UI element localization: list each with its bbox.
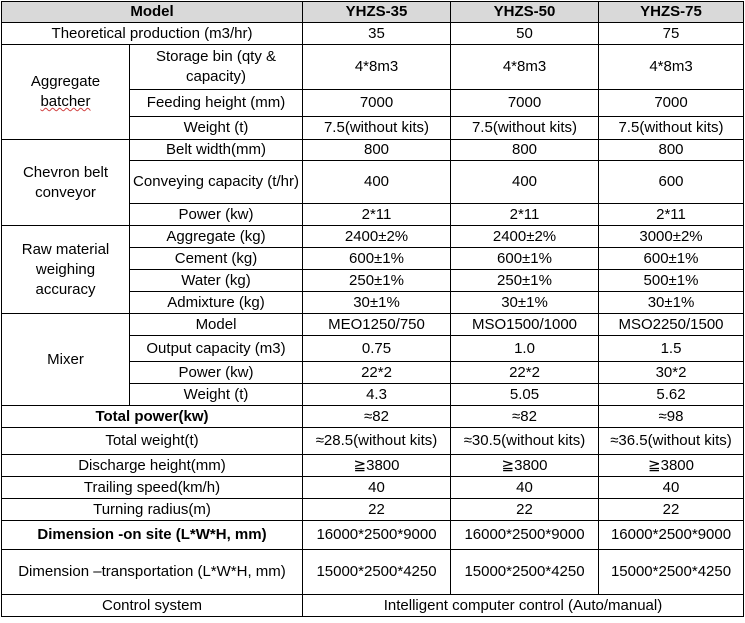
- row-label: Belt width(mm): [130, 140, 303, 161]
- row-label: Weight (t): [130, 117, 303, 140]
- row-label: Aggregate (kg): [130, 226, 303, 248]
- cell-value: 3000±2%: [599, 226, 744, 248]
- cell-value: 2*11: [303, 204, 451, 226]
- cell-value: ≧3800: [451, 455, 599, 477]
- row-label: Model: [130, 314, 303, 336]
- cell-value: 800: [599, 140, 744, 161]
- cell-value: 400: [303, 161, 451, 204]
- header-yhzs-75: YHZS-75: [599, 2, 744, 23]
- cell-value: 7000: [599, 90, 744, 117]
- table-row: [2, 428, 744, 455]
- cell-value: 22*2: [451, 362, 599, 384]
- cell-value: ≈36.5(without kits): [599, 428, 744, 455]
- group-mixer: Mixer: [2, 314, 130, 406]
- cell-value: 0.75: [303, 336, 451, 362]
- cell-value: 800: [303, 140, 451, 161]
- cell-value: 2*11: [599, 204, 744, 226]
- cell-value: 2400±2%: [451, 226, 599, 248]
- row-label: Dimension –transportation (L*W*H, mm): [2, 550, 303, 595]
- cell-value: 16000*2500*9000: [451, 521, 599, 550]
- table-row: [2, 406, 744, 428]
- row-label: Water (kg): [130, 270, 303, 292]
- header-yhzs-35: YHZS-35: [303, 2, 451, 23]
- cell-value: 600±1%: [599, 248, 744, 270]
- cell-value: 7.5(without kits): [599, 117, 744, 140]
- cell-value: ≈82: [451, 406, 599, 428]
- cell-value: 600: [599, 161, 744, 204]
- row-label: Feeding height (mm): [130, 90, 303, 117]
- cell-value: 250±1%: [451, 270, 599, 292]
- row-label: Discharge height(mm): [2, 455, 303, 477]
- row-label: Storage bin (qty & capacity): [130, 45, 303, 90]
- cell-value: ≈28.5(without kits): [303, 428, 451, 455]
- cell-value: 2*11: [451, 204, 599, 226]
- cell-value: 40: [451, 477, 599, 499]
- cell-value: 22: [303, 499, 451, 521]
- table-row: [2, 226, 744, 248]
- header-yhzs-50: YHZS-50: [451, 2, 599, 23]
- cell-value: ≧3800: [303, 455, 451, 477]
- row-label: Total weight(t): [2, 428, 303, 455]
- cell-value: 22: [599, 499, 744, 521]
- cell-value: ≧3800: [599, 455, 744, 477]
- cell-value: 2400±2%: [303, 226, 451, 248]
- row-label: Dimension -on site (L*W*H, mm): [2, 521, 303, 550]
- cell-value: MEO1250/750: [303, 314, 451, 336]
- cell-value: ≈30.5(without kits): [451, 428, 599, 455]
- cell-value: ≈82: [303, 406, 451, 428]
- table-row: [2, 477, 744, 499]
- cell-value: 7000: [303, 90, 451, 117]
- group-chevron-belt-conveyor: Chevron belt conveyor: [2, 140, 130, 226]
- cell-value: 800: [451, 140, 599, 161]
- cell-value: 75: [599, 23, 744, 45]
- cell-value: 50: [451, 23, 599, 45]
- cell-value: MSO2250/1500: [599, 314, 744, 336]
- row-label: Cement (kg): [130, 248, 303, 270]
- header-row: [2, 2, 744, 23]
- table-row: [2, 550, 744, 595]
- cell-value: 15000*2500*4250: [451, 550, 599, 595]
- spec-table: [1, 1, 744, 617]
- cell-value: 600±1%: [451, 248, 599, 270]
- table-row: [2, 499, 744, 521]
- group-label-line2: batcher: [40, 93, 91, 110]
- row-label: Power (kw): [130, 204, 303, 226]
- cell-value: 250±1%: [303, 270, 451, 292]
- cell-value: MSO1500/1000: [451, 314, 599, 336]
- table-row: [2, 140, 744, 161]
- cell-value: 15000*2500*4250: [599, 550, 744, 595]
- group-aggregate-batcher: [2, 45, 130, 140]
- cell-value: 7.5(without kits): [451, 117, 599, 140]
- cell-value: 4*8m3: [303, 45, 451, 90]
- cell-value: 4*8m3: [599, 45, 744, 90]
- row-label: Output capacity (m3): [130, 336, 303, 362]
- group-weighing-accuracy: Raw material weighing accuracy: [2, 226, 130, 314]
- table-row: [2, 595, 744, 617]
- row-label: Total power(kw): [2, 406, 303, 428]
- row-label: Weight (t): [130, 384, 303, 406]
- table-row: [2, 455, 744, 477]
- cell-value: 40: [599, 477, 744, 499]
- cell-value: 500±1%: [599, 270, 744, 292]
- cell-value: 600±1%: [303, 248, 451, 270]
- row-label: Conveying capacity (t/hr): [130, 161, 303, 204]
- row-label: Control system: [2, 595, 303, 617]
- cell-value: ≈98: [599, 406, 744, 428]
- cell-value: 5.05: [451, 384, 599, 406]
- row-label: Turning radius(m): [2, 499, 303, 521]
- cell-value: 40: [303, 477, 451, 499]
- row-label: Power (kw): [130, 362, 303, 384]
- cell-value: 16000*2500*9000: [303, 521, 451, 550]
- cell-value: 30±1%: [451, 292, 599, 314]
- row-label: Theoretical production (m3/hr): [2, 23, 303, 45]
- cell-value: 35: [303, 23, 451, 45]
- cell-value: 22: [451, 499, 599, 521]
- cell-value: 5.62: [599, 384, 744, 406]
- cell-value: 30±1%: [599, 292, 744, 314]
- cell-value: 1.5: [599, 336, 744, 362]
- cell-value: 22*2: [303, 362, 451, 384]
- cell-value: 1.0: [451, 336, 599, 362]
- table-row: [2, 314, 744, 336]
- cell-value: 30±1%: [303, 292, 451, 314]
- header-model: Model: [2, 2, 303, 23]
- cell-value: 4*8m3: [451, 45, 599, 90]
- cell-value: 15000*2500*4250: [303, 550, 451, 595]
- table-row: [2, 521, 744, 550]
- cell-value: Intelligent computer control (Auto/manual): [303, 595, 744, 617]
- cell-value: 7.5(without kits): [303, 117, 451, 140]
- cell-value: 16000*2500*9000: [599, 521, 744, 550]
- cell-value: 4.3: [303, 384, 451, 406]
- table-row: [2, 23, 744, 45]
- cell-value: 7000: [451, 90, 599, 117]
- row-label: Trailing speed(km/h): [2, 477, 303, 499]
- table-row: [2, 45, 744, 90]
- cell-value: 30*2: [599, 362, 744, 384]
- group-label-line1: Aggregate: [30, 73, 101, 90]
- row-label: Admixture (kg): [130, 292, 303, 314]
- cell-value: 400: [451, 161, 599, 204]
